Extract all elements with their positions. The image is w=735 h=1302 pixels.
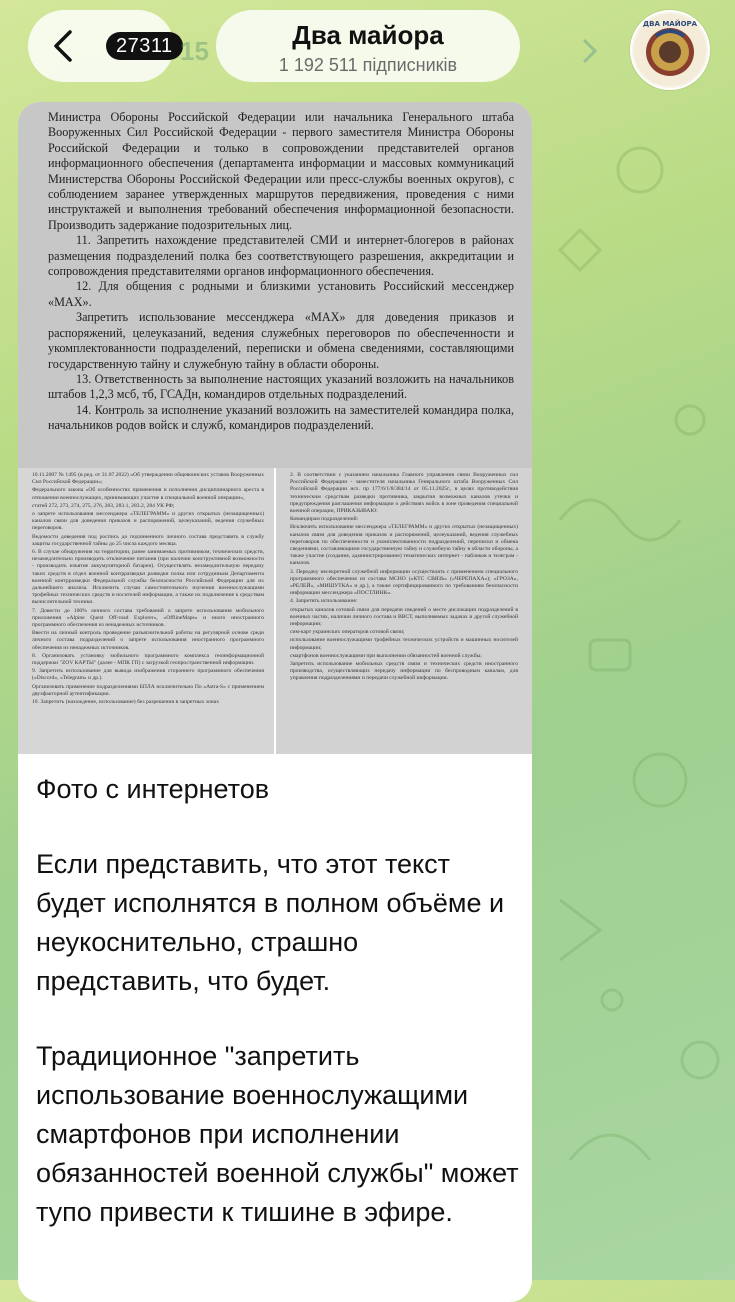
doc-line: открытых каналов сотовой связи для передачи сведений о месте дислокации подразделений в военных частях, наличии личного состава и ВВСТ, выполняемых задачах и другой служебной информации; (290, 606, 518, 628)
channel-title-button[interactable] (216, 10, 520, 82)
doc-line: 6. В случае обнаружения на территории, ранее занимаемых противником, технических средств, незамедлительно производить отключение питания (при наличии конструктивной возможности - производить изъятие аккумуляторной батареи). Осуществлять незамедлительную передачу таких средств в отдел военной контрразведки разведки полка или сотрудникам Департамента военной контрразведки Федеральной службы безопасности Российской Федерации для их дальнейшего анализа. Исключить случаи самостоятельного изучения военнослужащими трофейных технических средств и носителей информации, а также их подключение к средствам вычислительной техники. (32, 549, 264, 606)
message-bubble (18, 102, 532, 1302)
doc-line: Федерального закона «Об особенностях применения и исполнения дисциплинарного ареста в отношении военнослужащих, принимающих участие в специальной военной операции», (32, 487, 264, 501)
doc-line: 9. Запретить использование для вывода изображения стороннего программного обеспечения («Discord», «Telegram» и др.). (32, 668, 264, 682)
doc-line: 3. Передачу несекретной служебной информации осуществлять с применением специального программного обеспечения из состава МСНО («КТС СВЯЗЬ» («ЧЕРЕПАХА»); «ГРОЗА», «РЕЛЕЙ», «МИШУТКА» и др.), а также сертифицированного по требованиям безопасности информации мессенджера «ПОСТЛИНК». (290, 568, 518, 597)
document-text-main (48, 110, 514, 434)
chat-header (0, 0, 735, 100)
doc-line: статей 272, 273, 274, 275, 276, 283, 283.1, 283.2, 284 УК РФ; (32, 502, 175, 509)
doc-paragraph: 12. Для общения с родными и близкими установить Российский мессенджер «MAX». (48, 279, 514, 309)
doc-line: о запрете использования мессенджера «ТЕЛЕГРАММ» и других открытых (незащищенных) каналов связи для доведения приказов и распоряжений, целеуказаний, ведения служебных переговоров. (32, 511, 264, 532)
doc-line: Запретить использование мобильных средств связи и технических средств иностранного производства, осуществляющих передачу информации по беспроводным каналам, для управления подразделениями и передачи служебной информации. (290, 661, 518, 682)
caption-line: Если представить, что этот текст будет исполнятся в полном объёме и неукоснительно, страшно представить, что будет. (36, 849, 505, 996)
doc-line: Ведомости доведения под роспись до подчиненного личного состава представить в службу защиты государственной тайны до 25 числа каждого месяца. (32, 533, 264, 547)
caption-line: Фото с интернетов (36, 774, 270, 804)
document-photo-right[interactable] (276, 468, 532, 754)
unread-count-ghost: 15 (180, 36, 209, 66)
doc-paragraph: 14. Контроль за исполнение указаний возложить на заместителей командира полка, начальников родов войск и служб, командиров подразделений. (48, 402, 514, 433)
doc-line: 2. В соответствии с указанием начальника Главного управления связи Вооруженных сил Российской Федерации - заместителя начальника Генерального штаба Вооруженных Сил Российской Федерации исх. пр 177/6/1/8/384/14 от 05.11.2025г., в целях противодействия техническим средствам разведки противника, закрытия возможных каналов утечки и предупреждения разглашения информации о действиях войск в зоне проведения специальной военной операции, ПРИКАЗЫВАЮ: (290, 472, 518, 515)
chevron-right-icon (582, 38, 598, 64)
document-photo-main[interactable] (18, 102, 532, 468)
doc-line: Организовать применение подразделениями БПЛА исключительно По «Astra-S» с применением двухфакторной аутентификации. (32, 683, 264, 697)
doc-line: сим-карт украинских операторов сотовой связи; (290, 629, 405, 636)
doc-paragraph: Министра Обороны Российской Федерации или начальника Генерального штаба Вооруженных Сил Российской Федерации - первого заместителя Министра Обороны Российской Федерации и только в сопровождении представителей органов информационного обеспечения (департамента информации и массовых коммуникаций Министерства Обороны Российской Федерации или пресс-службы военных округов), с соблюдением заранее утвержденных маршрутов передвижения, проведения с ними инструктажей и выполнения требований обеспечения информационной безопасности. Производить задержание подозрительных лиц. (48, 110, 514, 232)
doc-paragraph: 13. Ответственность за выполнение настоящих указаний возложить на начальников штабов 1,2,3 мсб, тб, ГСАДн, командиров отдельных подразделений. (48, 371, 514, 402)
doc-line: использование военнослужащими трофейных технических устройств и машинных носителей информации; (290, 637, 518, 651)
doc-line: 8. Организовать установку мобильного программного комплекса геоинформационной поддержки "ZOV КАРТЫ" (далее - МПК ГП) с загрузкой геопространственной информации. (32, 652, 264, 667)
document-photo-left[interactable] (18, 468, 274, 754)
doc-line: смартфонов военнослужащими при выполнении обязанностей военной службы; (290, 652, 482, 659)
caption-line: Традиционное "запретить использование военнослужащими смартфонов при исполнении обязанностей военной службы" может тупо привести к тишине в эфире. (36, 1041, 519, 1227)
back-button[interactable] (28, 10, 174, 82)
document-text-left (32, 472, 264, 707)
doc-line: Исключить использование мессенджера «ТЕЛЕГРАММ» и других открытых (незащищенных) каналов связи для доведения приказов и распоряжений, целеуказаний, ведения служебных переговоров по обеспеченности и укомплектованности подразделений, переписки и обмена сведениями, составляющими государственную тайну и служебную тайну в области обороны, а также участие (создание, администрирование) тематических интернет - пабликов и телеграм - каналов. (290, 524, 518, 567)
doc-line: Командирам подразделений: (290, 516, 359, 523)
subscriber-count: 1 192 511 підписників (278, 55, 458, 75)
doc-line: 4. Запретить использование: (290, 598, 358, 605)
doc-paragraph: Запретить использование мессенджера «MAX» для доведения приказов и распоряжений, целеуказаний, ведения служебных переговоров по обеспеченности и укомплектованности подразделений, переписки и обмена сведениями, составляющими государственную тайну и служебную тайну в области обороны. (48, 310, 514, 371)
message-text (36, 770, 526, 1268)
channel-avatar[interactable] (630, 10, 710, 90)
chevron-left-icon (52, 30, 74, 62)
channel-name: Два майора (292, 20, 444, 50)
svg-text:ДВА МАЙОРА: ДВА МАЙОРА (642, 20, 698, 28)
doc-line: 10.11.2007 № 1495 (в ред. от 31.07.2022) «Об утверждении общевоинских уставов Вооруженных Сил Российской Федерации»; (32, 472, 264, 486)
doc-line: 10. Запретить (нахождение, использование) без разрешения в запретных зонах (32, 699, 220, 706)
document-text-right (290, 472, 518, 684)
unread-count-badge: 27311 (106, 32, 183, 60)
doc-line: 7. Довести до 100% личного состава требований о запрете использования мобильного приложения «Alpine Quest Off-road Explorer», «OfflineMaps» и иного иностранного программного обеспечения из ненадежных источников. (32, 607, 264, 629)
doc-line: Ввести на личный контроль проведение разъяснительной работы на регулярной основе среди личного состава подразделений о запрете использования иностранного программного обеспечения из ненадежных источников. (32, 630, 264, 651)
avatar-emblem-icon (632, 12, 708, 88)
doc-paragraph: 11. Запретить нахождение представителей СМИ и интернет-блогеров в районах размещения подразделений полка без соответствующего разрешения, аккредитации и сопровождения представителями органов информационного обеспечения. (48, 233, 514, 279)
